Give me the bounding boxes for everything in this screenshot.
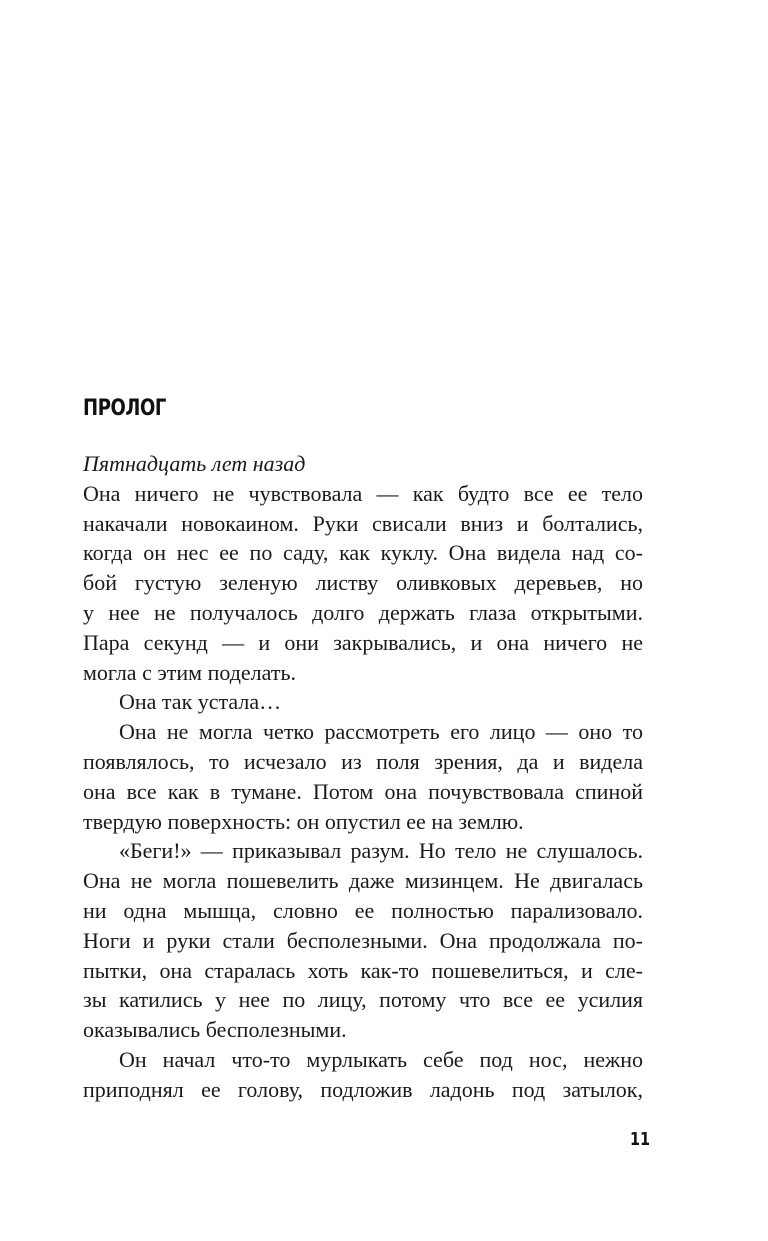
text-line: пытки, она старалась хоть как-то пошевелиться, и сле- xyxy=(83,957,643,983)
text-line: Она ничего не чувствовала — как будто все ее тело xyxy=(83,480,643,506)
text-line: приподнял ее голову, подложив ладонь под затылок, xyxy=(83,1076,643,1102)
text-line: твердую поверхность: он опустил ее на землю. xyxy=(83,808,524,834)
page-number: 11 xyxy=(630,1129,651,1150)
text-line: Он начал что-то мурлыкать себе под нос, нежно xyxy=(119,1046,643,1072)
text-line: появлялось, то исчезало из поля зрения, да и видела xyxy=(83,748,643,774)
text-line: бой густую зеленую листву оливковых деревьев, но xyxy=(83,570,643,596)
text-line: оказывались бесполезными. xyxy=(83,1017,347,1043)
text-line: Ноги и руки стали бесполезными. Она продолжала по- xyxy=(83,927,643,953)
body-text xyxy=(83,449,643,1105)
chapter-title: ПРОЛОГ xyxy=(83,396,167,421)
text-line: «Беги!» — приказывал разум. Но тело не слушалось. xyxy=(119,838,643,864)
text-line: Она не могла пошевелить даже мизинцем. Не двигалась xyxy=(83,868,643,894)
text-line: она все как в тумане. Потом она почувствовала спиной xyxy=(83,778,643,804)
text-line: могла с этим поделать. xyxy=(83,659,297,685)
chapter-subtitle: Пятнадцать лет назад xyxy=(83,451,306,476)
text-line: Она так устала… xyxy=(119,689,282,715)
text-line: у нее не получалось долго держать глаза открытыми. xyxy=(83,599,643,625)
text-line: накачали новокаином. Руки свисали вниз и болтались, xyxy=(83,510,643,536)
text-line: Пара секунд — и они закрывались, и она ничего не xyxy=(83,629,643,655)
text-line: когда он нес ее по саду, как куклу. Она видела над со- xyxy=(83,540,643,566)
text-line: Она не могла четко рассмотреть его лицо — оно то xyxy=(119,719,643,745)
text-line: зы катились у нее по лицу, потому что все ее усилия xyxy=(83,987,643,1013)
text-line: ни одна мышца, словно ее полностью парализовало. xyxy=(83,897,643,923)
